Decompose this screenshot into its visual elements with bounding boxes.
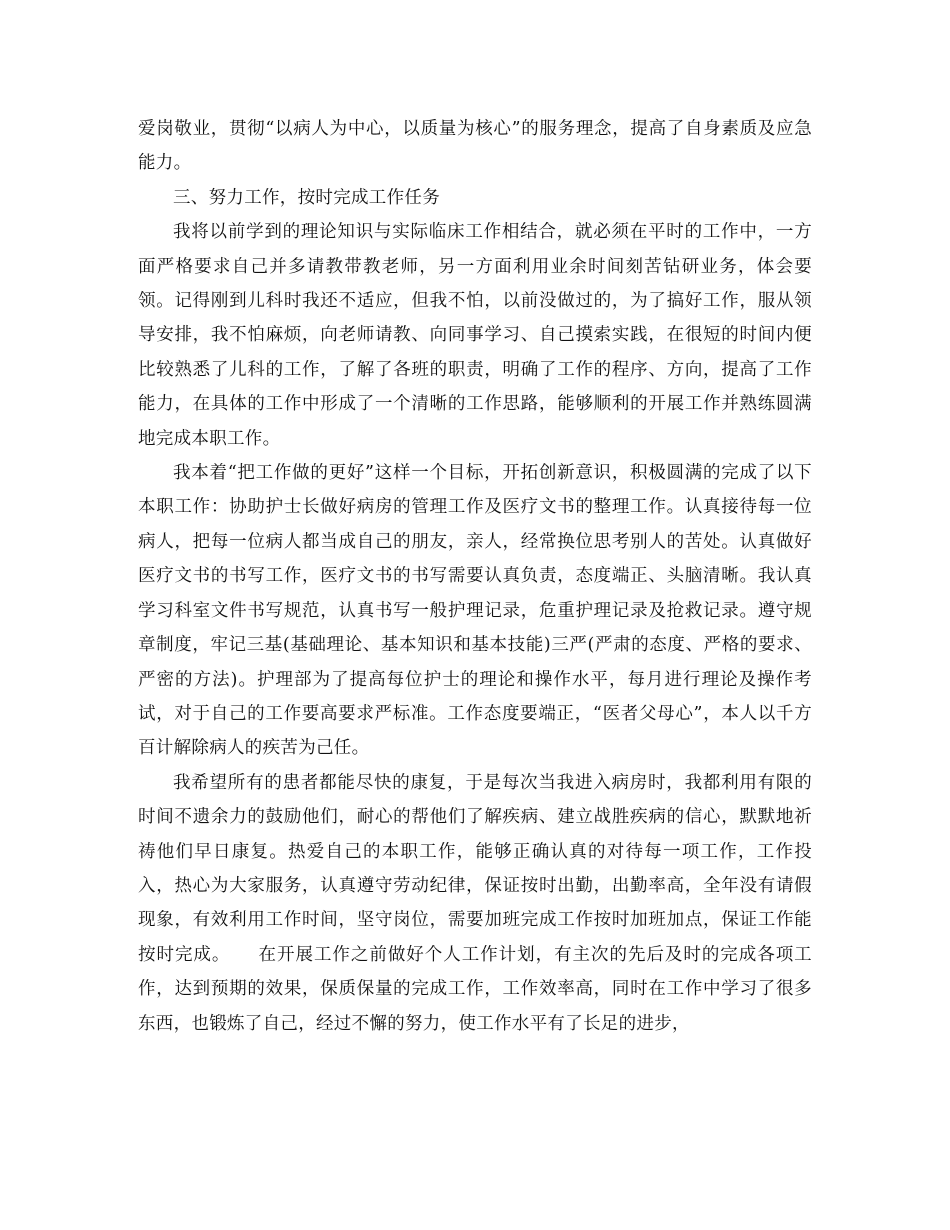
paragraph-continuation: 爱岗敬业，贯彻“以病人为中心，以质量为核心”的服务理念，提高了自身素质及应急能力。 (138, 119, 812, 174)
paragraph: 我本着“把工作做的更好”这样一个目标，开拓创新意识，积极圆满的完成了以下本职工作：协助护士长做好病房的管理工作及医疗文书的整理工作。认真接待每一位病人，把每一位病人都当成自己的朋友，亲人，经常换位思考别人的苦处。认真做好医疗文书的书写工作，医疗文书的书写需要认真负责，态度端正、头脑清晰。我认真学习科室文件书写规范，认真书写一般护理记录，危重护理记录及抢救记录。遵守规章制度，牢记三基(基础理论、基本知识和基本技能)三严(严肃的态度、严格的要求、严密的方法)。护理部为了提高每位护士的理论和操作水平，每月进行理论及操作考试，对于自己的工作要高要求严标准。工作态度要端正，“医者父母心”，本人以千方百计解除病人的疾苦为己任。 (138, 463, 812, 759)
paragraph: 我希望所有的患者都能尽快的康复，于是每次当我进入病房时，我都利用有限的时间不遗余力的鼓励他们，耐心的帮他们了解疾病、建立战胜疾病的信心，默默地祈祷他们早日康复。热爱自己的本职工作，能够正确认真的对待每一项工作，工作投入，热心为大家服务，认真遵守劳动纪律，保证按时出勤，出勤率高，全年没有请假现象，有效利用工作时间，坚守岗位，需要加班完成工作按时加班加点，保证工作能按时完成。 在开展工作之前做好个人工作计划，有主次的先后及时的完成各项工作，达到预期的效果，保质保量的完成工作，工作效率高，同时在工作中学习了很多东西，也锻炼了自己，经过不懈的努力，使工作水平有了长足的进步， (138, 772, 812, 1034)
paragraph: 我将以前学到的理论知识与实际临床工作相结合，就必须在平时的工作中，一方面严格要求自己并多请教带教老师，另一方面利用业余时间刻苦钻研业务，体会要领。记得刚到儿科时我还不适应，但我不怕，以前没做过的，为了搞好工作，服从领导安排，我不怕麻烦，向老师请教、向同事学习、自己摸索实践，在很短的时间内便比较熟悉了儿科的工作，了解了各班的职责，明确了工作的程序、方向，提高了工作能力，在具体的工作中形成了一个清晰的工作思路，能够顺利的开展工作并熟练圆满地完成本职工作。 (138, 222, 812, 449)
section-heading: 三、努力工作，按时完成工作任务 (173, 187, 440, 208)
document-body (138, 112, 812, 1041)
